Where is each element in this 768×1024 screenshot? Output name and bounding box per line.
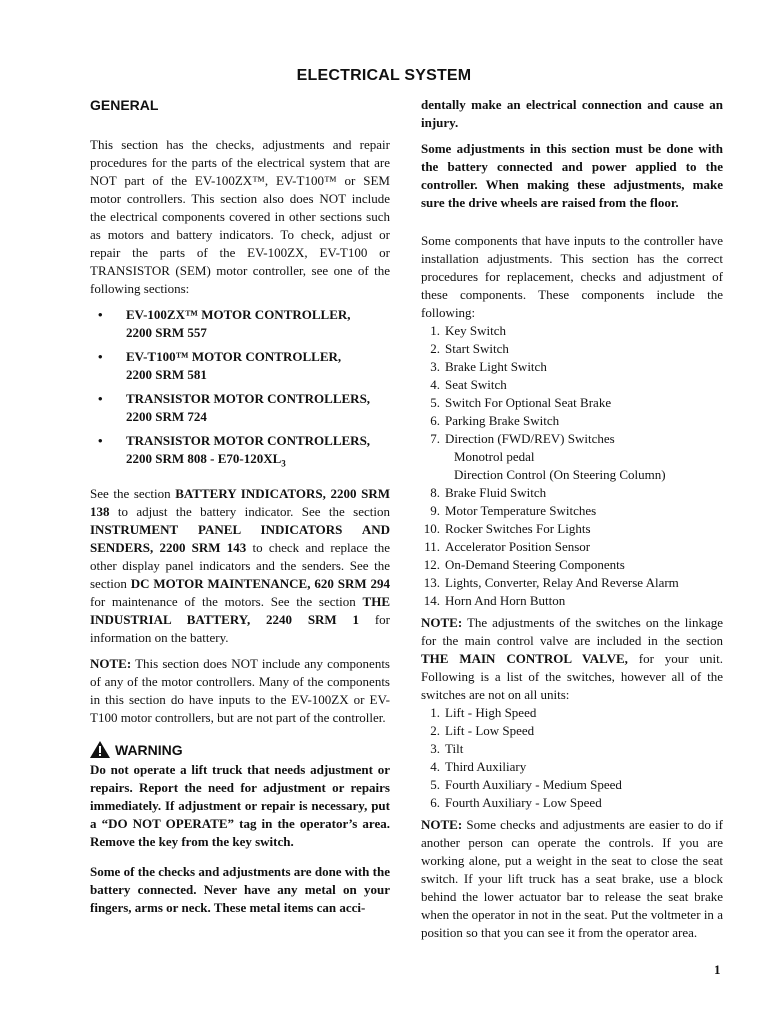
list-item: 9. Motor Temperature Switches [430,503,597,518]
list-item: 12. On-Demand Steering Components [423,557,625,572]
list-item: 6. Parking Brake Switch [430,413,560,428]
left-column [90,96,390,925]
list-item: 4. Third Auxiliary [430,759,527,774]
list-item: 7. Direction (FWD/REV) Switches [430,431,615,446]
list-item: 6. Fourth Auxiliary - Low Speed [430,795,602,810]
bullet-icon: • [98,433,103,448]
list-item: 14. Horn And Horn Button [423,593,566,608]
list-item: 2. Lift - Low Speed [430,723,535,738]
list-item: 10. Rocker Switches For Lights [423,521,591,536]
list-item: 3. Brake Light Switch [430,359,547,374]
list-item: 5. Switch For Optional Seat Brake [430,395,612,410]
note-paragraph-2: NOTE: The adjustments of the switches on the linkage for the main control valve are included in the section THE MAIN CONTROL VALVE, for your unit. Following is a list of the switches, however all of the switches are not on all units: [421,615,723,702]
note-paragraph-3: NOTE: Some checks and adjustments are easier to do if another person can operate the controls. If you are working alone, put a weight in the seat to close the seat switch. If your lift truck has a seat brake, use a block behind the lower actuator bar to release the seat brake when the operator in not in the seat. Put the voltmeter in a position so that you can see it from the operator area. [421,817,723,940]
list-item: 4. Seat Switch [430,377,507,392]
see-sections-paragraph: See the section BATTERY INDICATORS, 2200 SRM 138 to adjust the battery indicator. See the section INSTRUMENT PANEL INDICATORS AND SENDERS, 2200 SRM 143 to check and replace the other display panel indicators and the senders. See the section DC MOTOR MAINTENANCE, 620 SRM 294 for maintenance of the motors. See the section THE INDUSTRIAL BATTERY, 2240 SRM 1 for information on the battery. [90,485,390,645]
list-item: Monotrol pedal [454,449,535,464]
warning-text-3: Some adjustments in this section must be done with the battery connected and power applied to the controller. When making these adjustments, make sure the drive wheels are raised from the floor. [421,141,723,210]
list-item: Direction Control (On Steering Column) [454,467,666,482]
list-item: 11. Accelerator Position Sensor [424,539,591,554]
page-title: ELECTRICAL SYSTEM [296,67,472,84]
right-column [421,96,723,950]
list-item: 5. Fourth Auxiliary - Medium Speed [430,777,622,792]
section-heading-general: GENERAL [90,97,159,113]
warning-text-1: Do not operate a lift truck that needs adjustment or repairs. Report the need for adjustment or repairs immediately. If adjustment or repair is necessary, put a “DO NOT OPERATE” tag in the operator’s area. Remove the key from the key switch. [90,761,390,849]
components-list [421,322,723,610]
bullet-icon: • [98,307,103,322]
list-item: 1. Lift - High Speed [430,705,537,720]
components-intro: Some components that have inputs to the controller have installation adjustments. This section has the correct procedures for replacement, checks and adjustment of these components. These components include the following: [421,233,723,320]
intro-paragraph: This section has the checks, adjustments and repair procedures for the parts of the electrical system that are NOT part of the EV-100ZX™, EV-T100™ or SEM motor controllers. This section also does NOT include the electrical components covered in other sections such as motors and battery indicators. To check, adjust or repair the parts of the EV-100ZX, EV-T100 or TRANSISTOR (SEM) motor controller, see one of the following sections: [90,137,390,296]
list-item: 13. Lights, Converter, Relay And Reverse Alarm [423,575,679,590]
list-item: 8. Brake Fluid Switch [430,485,547,500]
bullet-icon: • [98,391,103,406]
list-item: • EV-100ZX™ MOTOR CONTROLLER, 2200 SRM 557 [98,307,351,340]
list-item: 1. Key Switch [430,323,507,338]
warning-continued: dentally make an electrical connection and cause an injury. [421,97,723,130]
list-item: 3. Tilt [430,741,464,756]
warning-heading: WARNING [90,741,390,759]
note-paragraph: NOTE: This section does NOT include any components of any of the motor controllers. Many of the components in this section do have inputs to the EV-100ZX or EV-T100 motor controllers, but are not part of the controller. [90,655,390,725]
controller-section-list [90,306,390,473]
list-item: 2. Start Switch [430,341,509,356]
bullet-icon: • [98,349,103,364]
list-item: • TRANSISTOR MOTOR CONTROLLERS, 2200 SRM $808 - E70-120XL_3$ [98,433,371,469]
list-item: • TRANSISTOR MOTOR CONTROLLERS, 2200 SRM 724 [98,391,371,424]
list-item: • EV-T100™ MOTOR CONTROLLER, 2200 SRM 581 [98,349,342,382]
warning-text-2: Some of the checks and adjustments are done with the battery connected. Never have any metal on your fingers, arms or neck. These metal items can acci- [90,863,390,915]
page-number: 1 [714,962,721,977]
switches-list [421,704,723,812]
warning-triangle-icon [90,741,110,758]
